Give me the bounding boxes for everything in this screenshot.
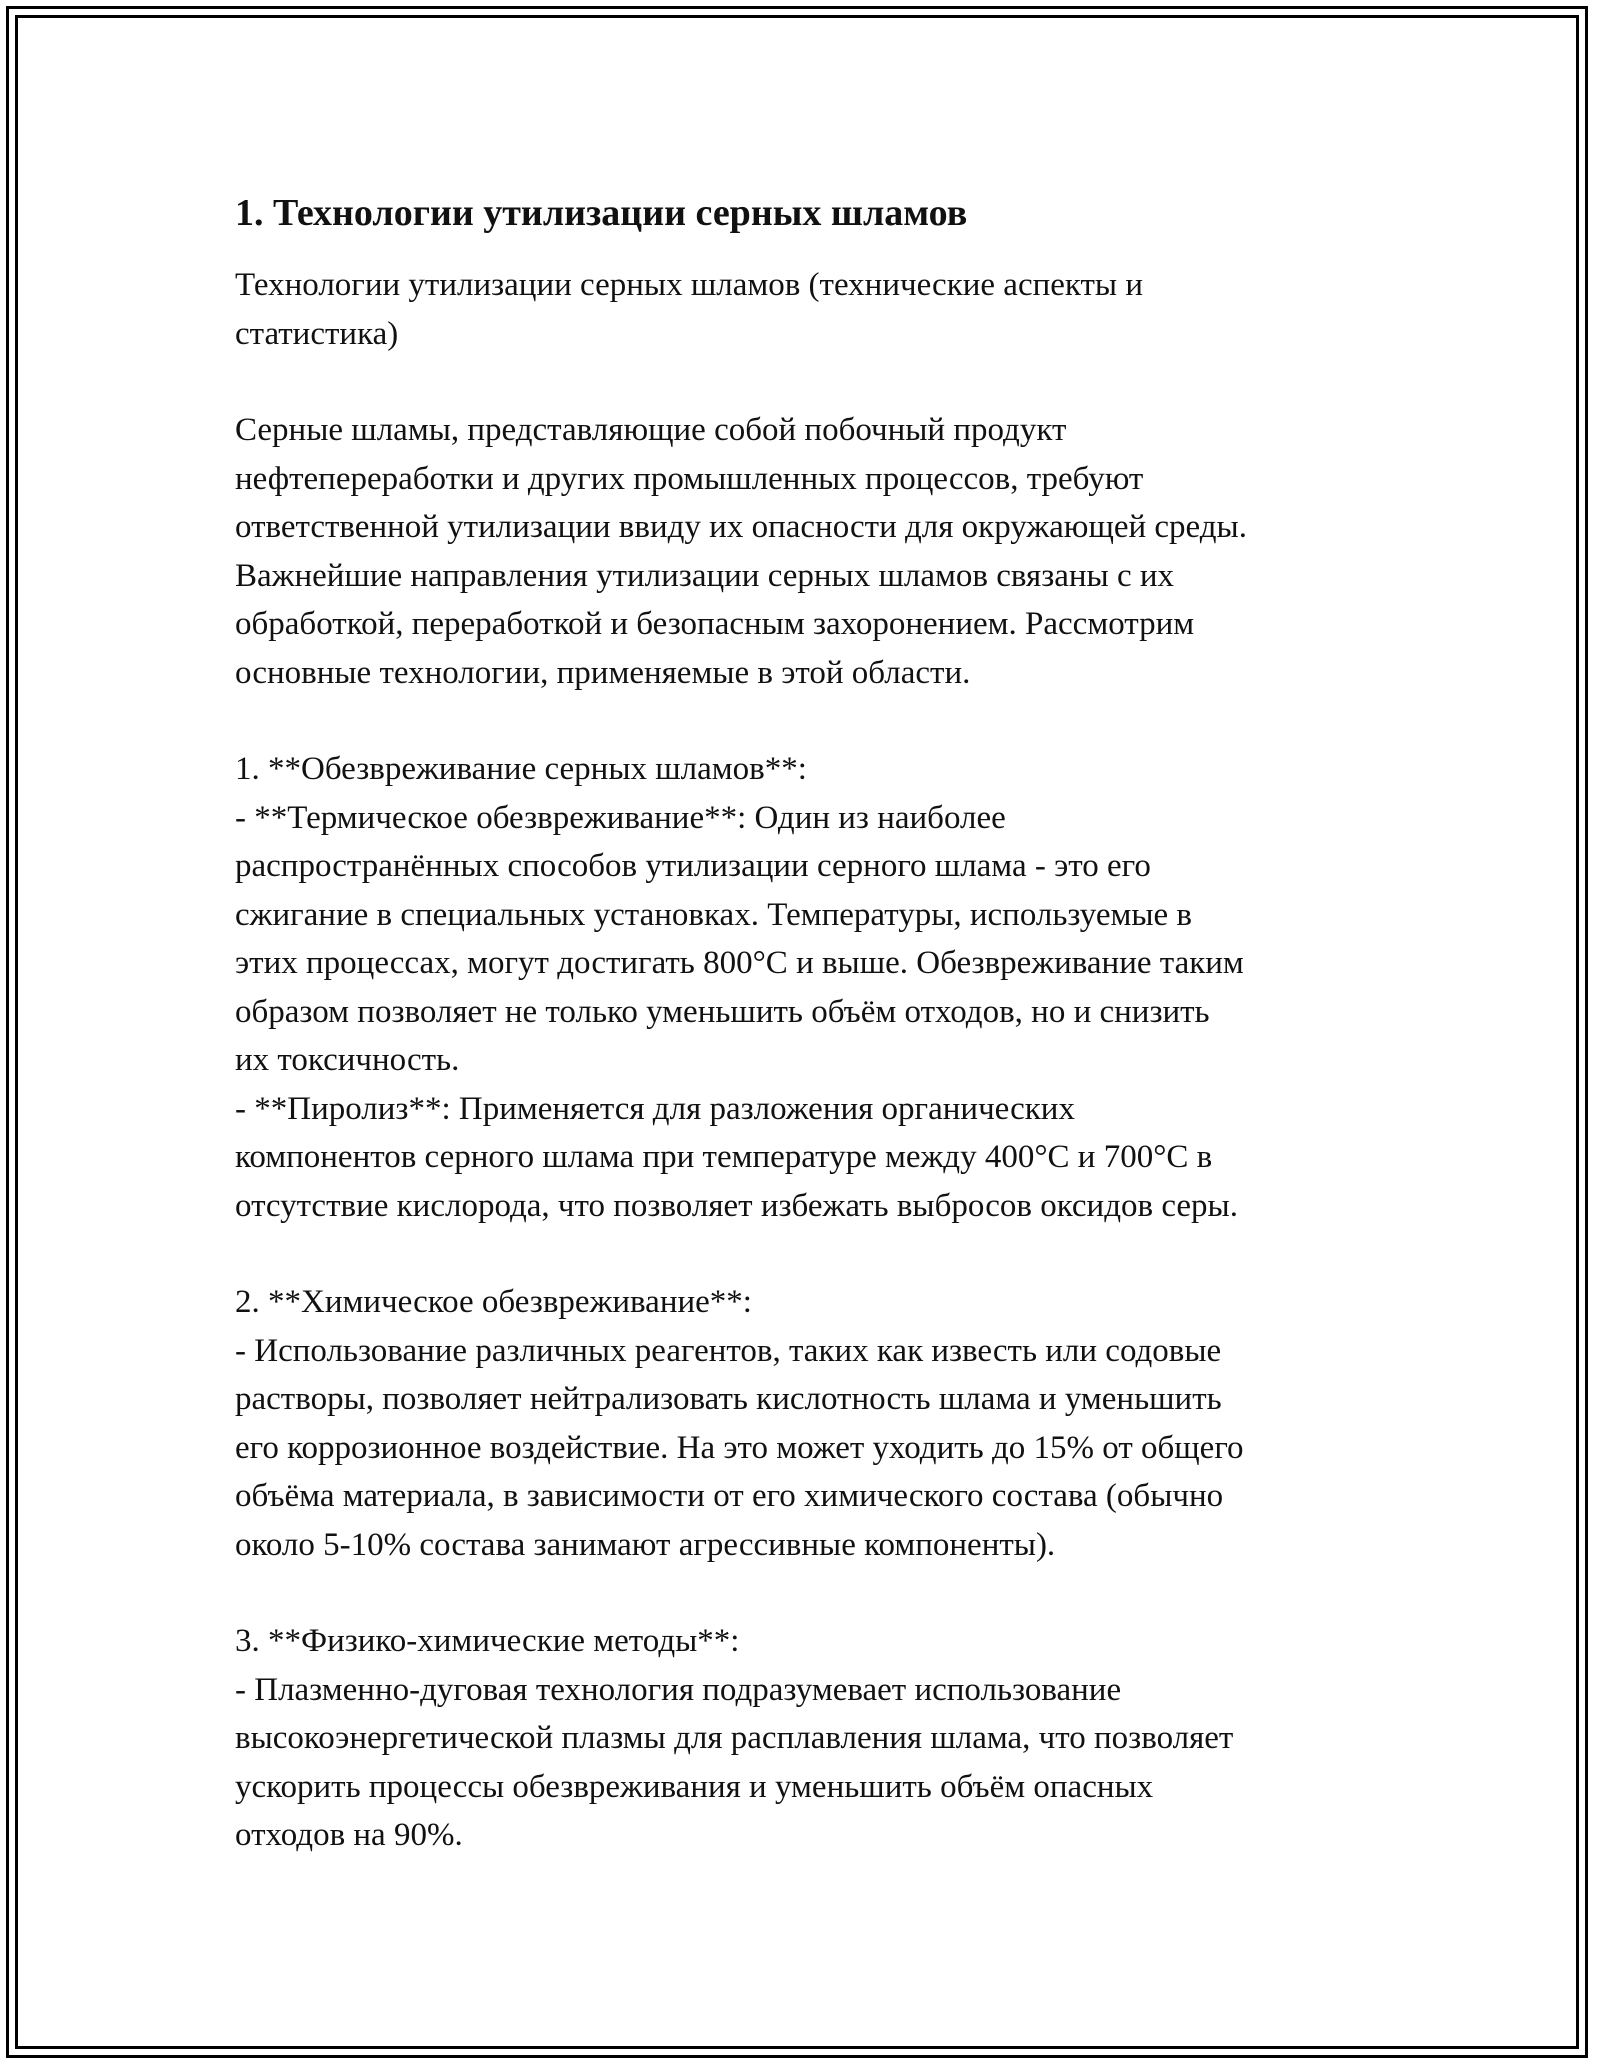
document-body: [235, 185, 1375, 1860]
list-item-physchem: 3. **Физико-химические методы**: - Плазменно-дуговая технология подразумевает использование высокоэнергетической плазмы для расплавления шлама, что позволяет ускорить процессы обезвреживания и уменьшить объём опасных отходов на 90%.: [235, 1623, 1234, 1853]
list-item-chemical: 2. **Химическое обезвреживание**: - Использование различных реагентов, таких как известь или содовые растворы, позволяет нейтрализовать кислотность шлама и уменьшить его коррозионное воздействие. На это может уходить до 15% от общего объёма материала, в зависимости от его химического состава (обычно около 5-10% состава занимают агрессивные компоненты).: [235, 1284, 1244, 1563]
list-item-thermal: 1. **Обезвреживание серных шламов**: - **Термическое обезвреживание**: Один из наиболее распространённых способов утилизации серного шлама - это его сжигание в специальных установках. Температуры, используемые в этих процессах, могут достигать 800°С и выше. Обезвреживание таким образом позволяет не только уменьшить объём отходов, но и снизить их токсичность. - **Пиролиз**: Применяется для разложения органических компонентов серного шлама при температуре между 400°С и 700°С в отсутствие кислорода, что позволяет избежать выбросов оксидов серы.: [235, 751, 1244, 1224]
intro-paragraph: Серные шламы, представляющие собой побочный продукт нефтепереработки и других промышленных процессов, требуют ответственной утилизации ввиду их опасности для окружающей среды. Важнейшие направления утилизации серных шламов связаны с их обработкой, переработкой и безопасным захоронением. Рассмотрим основные технологии, применяемые в этой области.: [235, 412, 1247, 691]
section-heading: 1. Технологии утилизации серных шламов: [235, 192, 968, 234]
document-subtitle: Технологии утилизации серных шламов (технические аспекты и статистика): [235, 267, 1143, 352]
